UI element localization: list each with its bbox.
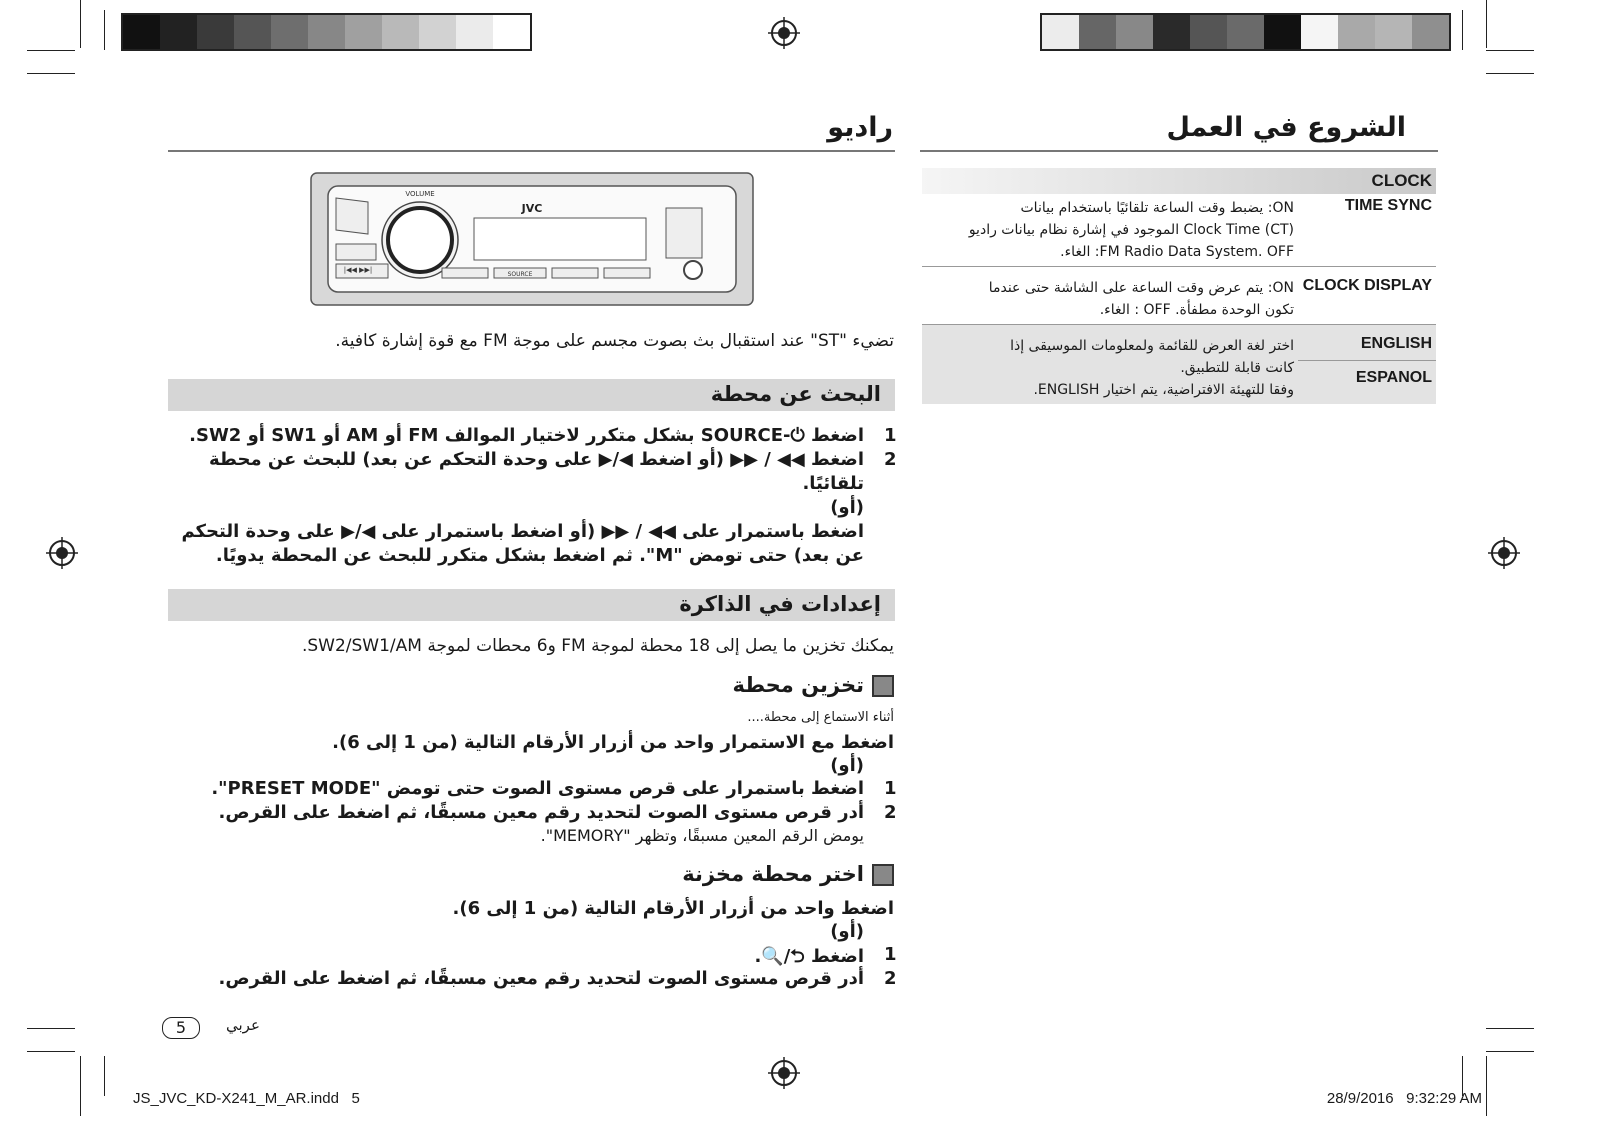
- divider: [168, 150, 895, 152]
- registration-mark-icon: [768, 1057, 800, 1089]
- registration-mark-icon: [768, 17, 800, 49]
- section-band-memory: [168, 589, 895, 621]
- registration-mark-icon: [46, 537, 78, 569]
- color-bar-left: [121, 13, 532, 51]
- color-swatch: [1042, 15, 1079, 49]
- store-step-2: أدر قرص مستوى الصوت لتحديد رقم معين مسبقًا، ثم اضغط على القرص.: [218, 802, 864, 823]
- color-swatch: [1227, 15, 1264, 49]
- color-swatch: [1079, 15, 1116, 49]
- color-swatch: [160, 15, 197, 49]
- section-band-search: [168, 379, 895, 411]
- brand-logo: JVC: [521, 202, 543, 215]
- color-swatch: [1264, 15, 1301, 49]
- crop-mark: [1486, 50, 1534, 51]
- color-swatch: [1375, 15, 1412, 49]
- color-swatch: [1116, 15, 1153, 49]
- crop-mark: [104, 10, 105, 50]
- color-swatch: [1153, 15, 1190, 49]
- store-step-1: اضغط باستمرار على قرص مستوى الصوت حتى تومض "PRESET MODE".: [211, 778, 864, 799]
- crop-mark: [27, 50, 75, 51]
- color-swatch: [1412, 15, 1449, 49]
- color-swatch: [271, 15, 308, 49]
- heading-select-stored: اختر محطة مخزنة: [682, 862, 894, 886]
- source-label: SOURCE: [507, 271, 533, 278]
- heading-memory-settings: إعدادات في الذاكرة: [679, 592, 881, 616]
- crop-mark: [27, 1028, 75, 1029]
- footer-timestamp: 28/9/2016 9:32:29 AM: [1326, 1090, 1482, 1107]
- color-swatch: [493, 15, 530, 49]
- crop-mark: [1462, 10, 1463, 50]
- color-swatch: [456, 15, 493, 49]
- or-label: (أو): [830, 921, 864, 942]
- color-swatch: [382, 15, 419, 49]
- square-bullet-icon: [872, 864, 894, 886]
- color-swatch: [308, 15, 345, 49]
- registration-mark-icon: [1488, 537, 1520, 569]
- select-step-1: اضغط ⮌/🔍.: [754, 946, 864, 967]
- volume-label: VOLUME: [405, 190, 435, 198]
- crop-mark: [80, 0, 81, 48]
- select-step-2: أدر قرص مستوى الصوت لتحديد رقم معين مسبقًا، ثم اضغط على القرص.: [218, 968, 864, 989]
- search-manual-line-1: اضغط باستمرار على ◀◀ / ▶▶ (أو اضغط باستمرار على ◀/▶ على وحدة التحكم: [181, 521, 864, 542]
- divider: [920, 150, 1438, 152]
- setting-label-espanol: ESPANOL: [1355, 369, 1432, 387]
- color-swatch: [123, 15, 160, 49]
- clock-display-description: ON: يتم عرض وقت الساعة على الشاشة حتى عندما تكون الوحدة مطفأة. OFF : الغاء.: [988, 280, 1294, 318]
- crop-mark: [27, 73, 75, 74]
- setting-label-clock-display: CLOCK DISPLAY: [1302, 277, 1432, 294]
- or-label: (أو): [830, 755, 864, 776]
- color-swatch: [419, 15, 456, 49]
- color-swatch: [197, 15, 234, 49]
- section-title-getting-started: الشروع في العمل: [1166, 112, 1406, 143]
- language-label: عربي: [226, 1016, 260, 1034]
- color-swatch: [1338, 15, 1375, 49]
- svg-text:|◀◀ ▶▶|: |◀◀ ▶▶|: [343, 266, 373, 274]
- heading-store-station: تخزين محطة: [732, 673, 894, 697]
- color-swatch: [1190, 15, 1227, 49]
- memory-capacity-note: يمكنك تخزين ما يصل إلى 18 محطة لموجة FM و6 محطات لموجة SW2/SW1/AM.: [301, 636, 894, 656]
- select-press: اضغط واحد من أزرار الأرقام التالية (من 1 إلى 6).: [452, 898, 894, 919]
- search-step-1: اضغط ⏻-SOURCE بشكل متكرر لاختيار الموالف FM أو AM أو SW1 أو SW2.: [189, 425, 864, 446]
- crop-mark: [1486, 73, 1534, 74]
- time-sync-description: ON: يضبط وقت الساعة تلقائيًا باستخدام بيانات (Clock Time (CT الموجود في إشارة نظام بيانات راديو FM Radio Data System. OFF: الغاء.: [968, 200, 1294, 260]
- crop-mark: [1486, 0, 1487, 48]
- section-title-radio: راديو: [827, 112, 893, 143]
- heading-station-search: البحث عن محطة: [710, 382, 881, 406]
- store-step-2-note: يومض الرقم المعين مسبقًا، وتظهر "MEMORY".: [540, 826, 864, 845]
- table-header-clock: CLOCK: [1371, 171, 1432, 190]
- setting-label-time-sync: TIME SYNC: [1344, 197, 1432, 214]
- clock-settings-table: [922, 168, 1436, 404]
- color-swatch: [345, 15, 382, 49]
- page-number: 5: [162, 1017, 200, 1039]
- search-step-2-cont: تلقائيًا.: [802, 473, 864, 494]
- language-description: اختر لغة العرض للقائمة ولمعلومات الموسيقى إذا كانت قابلة للتطبيق. وفقا للتهيئة الافتراضية، يتم اختيار ENGLISH.: [1010, 338, 1294, 398]
- color-bar-right: [1040, 13, 1451, 51]
- car-stereo-illustration: [310, 172, 754, 306]
- crop-mark: [1486, 1028, 1534, 1029]
- setting-label-english: ENGLISH: [1298, 325, 1436, 361]
- color-swatch: [1301, 15, 1338, 49]
- st-indicator-note: تضيء "ST" عند استقبال بث بصوت مجسم على موجة FM مع قوة إشارة كافية.: [335, 331, 894, 351]
- while-listening-note: أثناء الاستماع إلى محطة....: [747, 710, 894, 725]
- search-manual-line-2: عن بعد) حتى تومض "M". ثم اضغط بشكل متكرر للبحث عن المحطة يدويًا.: [215, 545, 864, 566]
- crop-mark: [104, 1056, 105, 1096]
- or-label: (أو): [830, 497, 864, 518]
- crop-mark: [1486, 1051, 1534, 1052]
- crop-mark: [27, 1051, 75, 1052]
- crop-mark: [80, 1056, 81, 1116]
- store-press-hold: اضغط مع الاستمرار واحد من أزرار الأرقام التالية (من 1 إلى 6).: [332, 732, 894, 753]
- color-swatch: [234, 15, 271, 49]
- crop-mark: [1486, 1056, 1487, 1116]
- footer-filename: JS_JVC_KD-X241_M_AR.indd 5: [133, 1090, 360, 1107]
- square-bullet-icon: [872, 675, 894, 697]
- search-step-2: اضغط ◀◀ / ▶▶ (أو اضغط ◀/▶ على وحدة التحكم عن بعد) للبحث عن محطة: [209, 449, 864, 470]
